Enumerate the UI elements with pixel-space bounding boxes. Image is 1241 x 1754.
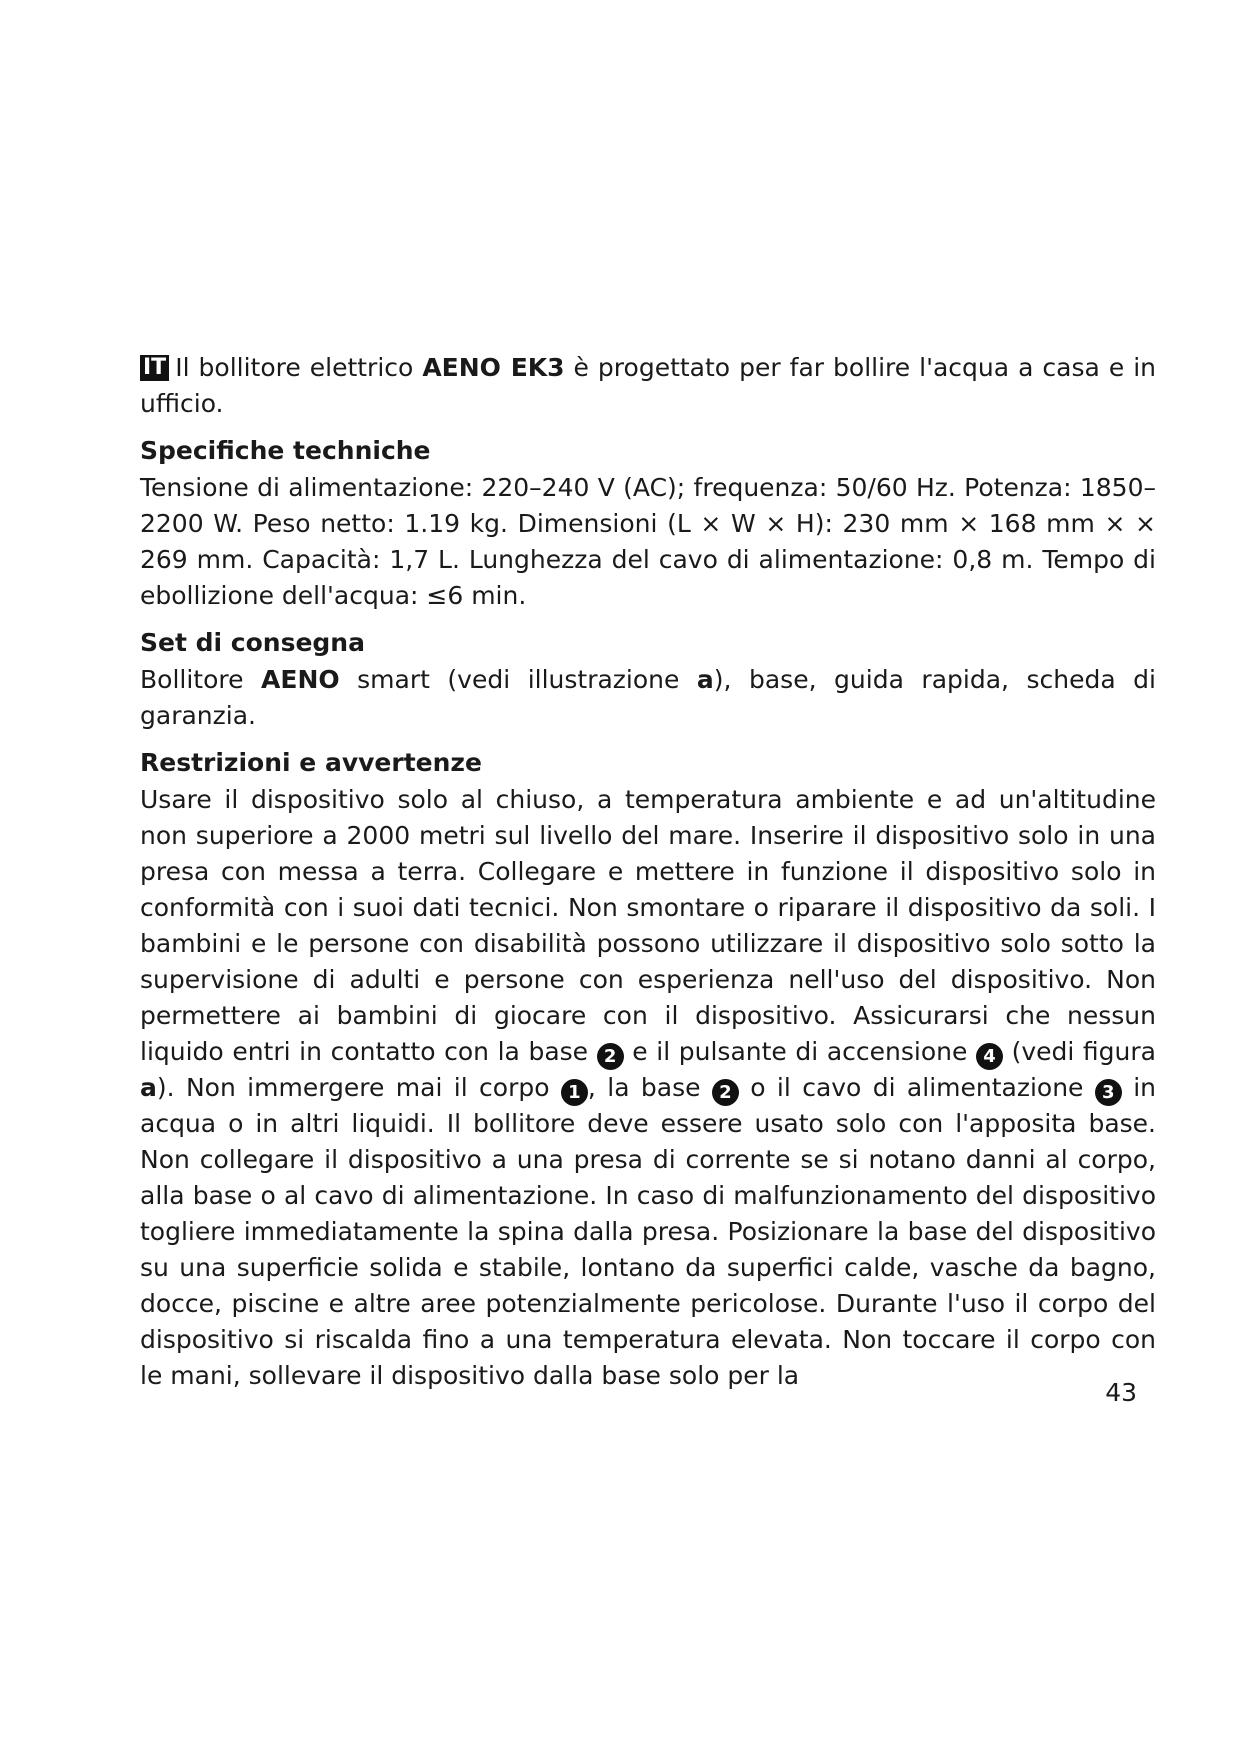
specs-heading: Specifiche techniche <box>140 436 431 465</box>
figure-ref: a <box>140 1073 157 1102</box>
intro-paragraph <box>140 350 1156 422</box>
restrictions-section <box>140 744 1156 1394</box>
marker-base-2: 2 <box>712 1079 739 1106</box>
restrictions-text-3: (vedi figura <box>1002 1037 1156 1066</box>
brand-name: AENO <box>261 665 340 694</box>
delivery-text-1: Bollitore <box>140 665 262 694</box>
manual-page <box>140 350 1156 1404</box>
marker-base: 2 <box>597 1043 624 1070</box>
intro-text-1: Il bollitore elettrico <box>175 353 423 382</box>
restrictions-body <box>140 782 1156 1394</box>
restrictions-text-7: in acqua o in altri liquidi. Il bollitore deve essere usato solo con l'apposita base. Non collegare il dispositivo a una presa di corrente se si notano danni al corpo, alla base o al cavo di alimentazione. In caso di malfunzionamento del dispositivo togliere immediatamente la spina dalla presa. Posizionare la base del dispositivo su una superficie solida e stabile, lontano da superfici calde, vasche da bagno, docce, piscine e altre aree potenzialmente pericolose. Durante l'uso il corpo del dispositivo si riscalda fino a una temperatura elevata. Non toccare il corpo con le mani, sollevare il dispositivo dalla base solo per la <box>140 1073 1156 1390</box>
restrictions-text-1: Usare il dispositivo solo al chiuso, a temperatura ambiente e ad un'altitudine non superiore a 2000 metri sul livello del mare. Inserire il dispositivo solo in una presa con messa a terra. Collegare e mettere in funzione il dispositivo solo in conformità con i suoi dati tecnici. Non smontare o riparare il dispositivo da soli. I bambini e le persone con disabilità possono utilizzare il dispositivo solo sotto la supervisione di adulti e persone con esperienza nell'uso del dispositivo. Non permettere ai bambini di giocare con il dispositivo. Assicurarsi che nessun liquido entri in contatto con la base <box>140 785 1156 1066</box>
delivery-text-2: smart (vedi illustrazione <box>339 665 697 694</box>
marker-power-cable: 3 <box>1095 1079 1122 1106</box>
restrictions-text-6: o il cavo di alimentazione <box>738 1073 1095 1102</box>
specs-body: Tensione di alimentazione: 220–240 V (AC); frequenza: 50/60 Hz. Potenza: 1850–2200 W. Peso netto: 1.19 kg. Dimensioni (L × W × H): 230 mm × 168 mm × × 269 mm. Capacità: 1,7 L. Lunghezza del cavo di alimentazione: 0,8 m. Tempo di ebollizione dell'acqua: ≤6 min. <box>140 473 1156 610</box>
language-badge: IT <box>140 355 169 381</box>
restrictions-text-5: , la base <box>587 1073 712 1102</box>
page-number: 43 <box>1105 1378 1137 1407</box>
intro-text-2: è progettato per far bollire l'acqua a casa e in ufficio. <box>140 353 1156 418</box>
delivery-text-3: ), base, guida rapida, scheda di garanzia. <box>140 665 1156 730</box>
restrictions-text-4: ). Non immergere mai il corpo <box>156 1073 561 1102</box>
product-name: AENO EK3 <box>422 353 565 382</box>
restrictions-heading: Restrizioni e avvertenze <box>140 748 482 777</box>
delivery-body <box>140 662 1156 734</box>
figure-ref: a <box>696 665 714 694</box>
specs-section <box>140 432 1156 614</box>
marker-body: 1 <box>561 1079 588 1106</box>
delivery-section <box>140 624 1156 734</box>
restrictions-text-2: e il pulsante di accensione <box>623 1037 976 1066</box>
marker-power-button: 4 <box>976 1043 1003 1070</box>
delivery-heading: Set di consegna <box>140 628 365 657</box>
